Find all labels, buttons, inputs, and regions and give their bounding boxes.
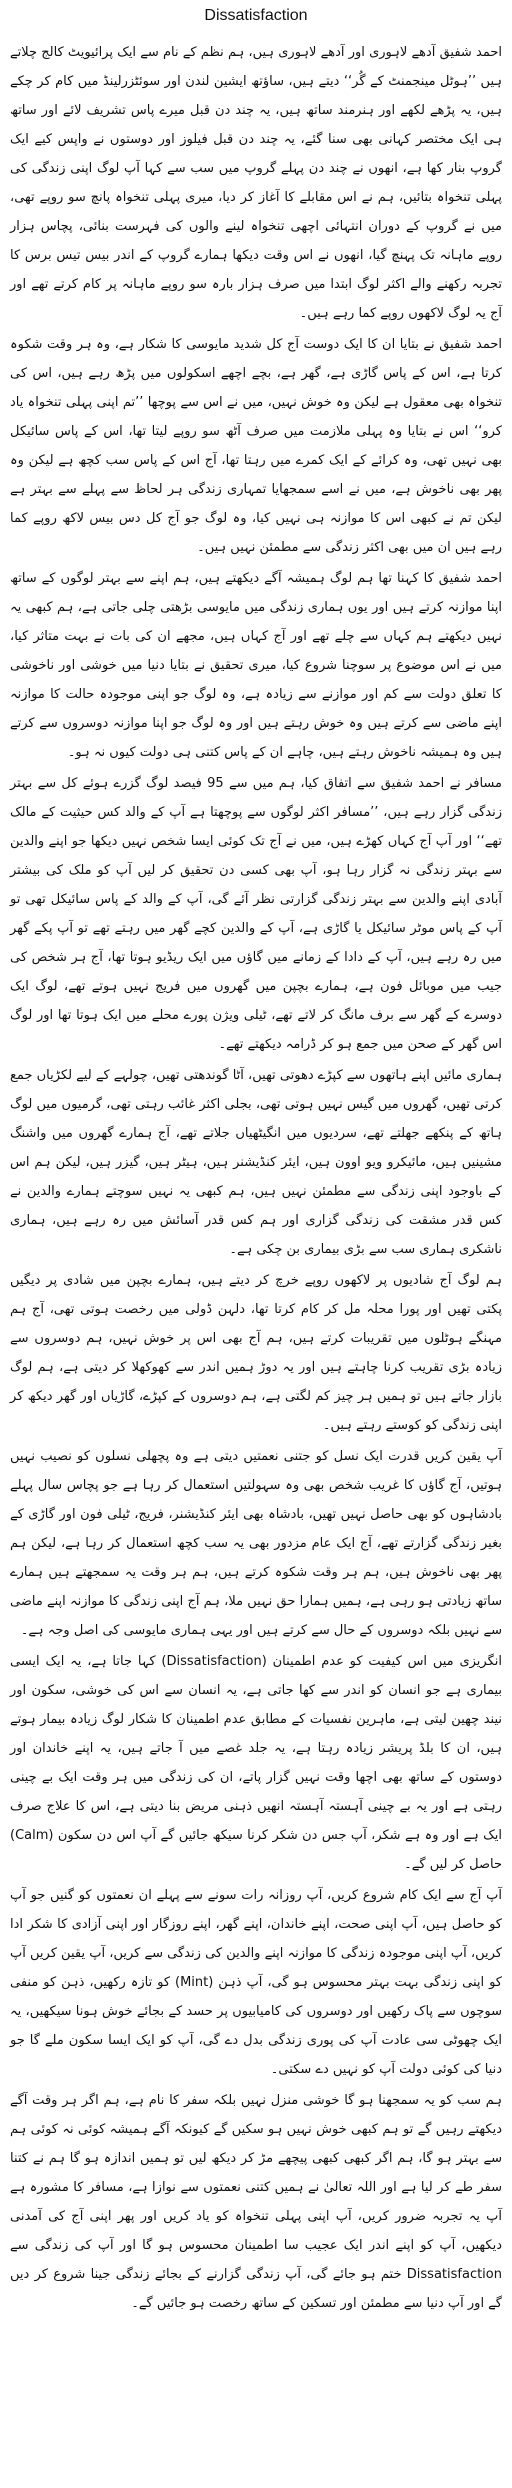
- article-paragraph: احمد شفیق کا کہنا تھا ہم لوگ ہمیشہ آگے دیکھتے ہیں، ہم اپنے سے بہتر لوگوں کے ساتھ اپنا موازنہ کرتے ہیں اور یوں ہماری زندگی میں مایوسی بڑھتی چلی جاتی ہے، ہم کبھی یہ نہیں دیکھتے ہم کہاں سے چلے تھے اور آج کہاں ہیں، مجھے ان کی بات نے بہت متاثر کیا، میں نے اس موضوع پر سوچنا شروع کیا، میری تحقیق نے بتایا دنیا میں خوشی اور ناخوشی کا تعلق دولت سے کم اور موازنے سے زیادہ ہے، وہ لوگ جو اپنی موجودہ حالت کا موازنہ اپنے ماضی سے کرتے ہیں وہ خوش رہتے ہیں اور وہ لوگ جو اپنا موازنہ دوسروں سے کرتے ہیں وہ ہمیشہ ناخوش رہتے ہیں، چاہے ان کے پاس کتنی ہی دولت کیوں نہ ہو۔: [10, 571, 502, 760]
- article-paragraph: آپ آج سے ایک کام شروع کریں، آپ روزانہ رات سونے سے پہلے ان نعمتوں کو گنیں جو آپ کو حاصل ہیں، آپ اپنی صحت، اپنے خاندان، اپنے گھر، اپنے روزگار اور اپنی آزادی کا شکر ادا کریں، آپ اپنی موجودہ زندگی کا موازنہ اپنے والدین کی زندگی سے کریں، آپ یقین کریں آپ کو اپنی زندگی بہت بہتر محسوس ہو گی، آپ ذہن (Mint) کو تازہ رکھیں، ذہن کو منفی سوچوں سے پاک رکھیں اور دوسروں کی کامیابیوں پر حسد کے بجائے خوش ہونا سیکھیں، یہ ایک چھوٹی سی عادت آپ کی پوری زندگی بدل دے گی، آپ کو ایک ایسا سکون ملے گا جو دنیا کی کوئی دولت آپ کو نہیں دے سکتی۔: [10, 1888, 502, 2077]
- article-paragraph: احمد شفیق آدھے لاہوری اور آدھے لاہوری ہیں، ہم نظم کے نام سے ایک پرائیویٹ کالج چلاتے ہیں ’’ہوٹل مینجمنٹ کے گُر‘‘ دیتے ہیں، ساؤتھ ایشین لندن اور سوئٹزرلینڈ میں کام کر چکے ہیں، یہ پڑھے لکھے اور ہنرمند ساتھ ہیں، یہ چند دن قبل میرے پاس تشریف لائے اور ساتھ ہی ایک مختصر کہانی بھی سنا گئے، یہ چند دن قبل فیلوز اور دوستوں نے واپس کیے ایک گروپ بنار کھا ہے، انھوں نے چند دن پہلے گروپ میں سب سے کہا آپ لوگ اپنی زندگی کی پہلی تنخواہ بتائیں، ہم نے اس مقابلے کا آغاز کر دیا، میری پہلی تنخواہ پانچ سو روپے تھی، میں نے گروپ کے دوران انتہائی اچھی تنخواہ لینے والوں کی فہرست بنائی، پچاس ہزار روپے ماہانہ تک پہنچ گیا، انھوں نے اس وقت دیکھا ہمارے گروپ کے اندر بیس تیس برس کا تجربہ رکھنے والے اکثر لوگ ابتدا میں صرف ہزار بارہ سو روپے ماہانہ پر کام کرتے تھے اور آج یہ لوگ لاکھوں روپے کما رہے ہیں۔: [10, 45, 502, 321]
- article-body: [10, 38, 502, 2318]
- article-paragraph: احمد شفیق نے بتایا ان کا ایک دوست آج کل شدید مایوسی کا شکار ہے، وہ ہر وقت شکوہ کرتا ہے، اس کے پاس گاڑی ہے، گھر ہے، بچے اچھے اسکولوں میں پڑھ رہے ہیں، اس کی تنخواہ بھی معقول ہے لیکن وہ خوش نہیں، میں نے اس سے پوچھا ’’تم اپنی پہلی تنخواہ یاد کرو‘‘ اس نے بتایا وہ پہلی ملازمت میں صرف آٹھ سو روپے لیتا تھا، اس کے پاس سائیکل بھی نہیں تھی، وہ کرائے کے ایک کمرے میں رہتا تھا، آج اس کے پاس سب کچھ ہے لیکن وہ پھر بھی ناخوش ہے، میں نے اسے سمجھایا تمہاری زندگی ہر لحاظ سے پہلے سے بہتر ہے لیکن تم نے کبھی اس کا موازنہ ہی نہیں کیا، وہ لوگ جو آج کل دس بیس لاکھ روپے کما رہے ہیں ان میں بھی اکثر زندگی سے مطمئن نہیں ہیں۔: [10, 337, 502, 555]
- article-paragraph: ہماری مائیں اپنے ہاتھوں سے کپڑے دھوتی تھیں، آٹا گوندھتی تھیں، چولہے کے لیے لکڑیاں جمع کرتی تھیں، گھروں میں گیس نہیں ہوتی تھی، بجلی اکثر غائب رہتی تھی، گرمیوں میں لوگ ہاتھ کے پنکھے جھلتے تھے، سردیوں میں انگیٹھیاں جلاتے تھے، آج ہمارے گھروں میں واشنگ مشینیں ہیں، مائیکرو ویو اوون ہیں، ایئر کنڈیشنر ہیں، ہیٹر ہیں، گیزر ہیں، لیکن ہم اس کے باوجود اپنی زندگی سے مطمئن نہیں ہیں، ہم کبھی یہ نہیں سوچتے ہمارے والدین نے کس قدر مشقت کی زندگی گزاری اور ہم کس قدر آسائش میں رہ رہے ہیں، ہماری ناشکری ہماری سب سے بڑی بیماری بن چکی ہے۔: [10, 1068, 502, 1257]
- article-paragraph: انگریزی میں اس کیفیت کو عدم اطمینان (Dissatisfaction) کہا جاتا ہے، یہ ایک ایسی بیماری ہے جو انسان کو اندر سے کھا جاتی ہے، یہ انسان سے اس کی خوشی، سکون اور نیند چھین لیتی ہے، ماہرین نفسیات کے مطابق عدم اطمینان کا شکار لوگ زیادہ بیمار ہوتے ہیں، ان کا بلڈ پریشر زیادہ رہتا ہے، یہ جلد غصے میں آ جاتے ہیں، یہ اپنے خاندان اور دوستوں کے ساتھ بھی اچھا وقت نہیں گزار پاتے، ان کی زندگی میں ہر وقت ایک بے چینی رہتی ہے اور یہ بے چینی آہستہ آہستہ انھیں ذہنی مریض بنا دیتی ہے، اس کا علاج صرف ایک ہے اور وہ ہے شکر، آپ جس دن شکر کرنا سیکھ جائیں گے آپ اس دن سکون (Calm) حاصل کر لیں گے۔: [10, 1654, 502, 1872]
- article-paragraph: ہم سب کو یہ سمجھنا ہو گا خوشی منزل نہیں بلکہ سفر کا نام ہے، ہم اگر ہر وقت آگے دیکھتے رہیں گے تو ہم کبھی خوش نہیں ہو سکیں گے کیونکہ آگے ہمیشہ کوئی نہ کوئی ہم سے بہتر ہو گا، ہم اگر کبھی کبھی پیچھے مڑ کر دیکھ لیں تو ہمیں اندازہ ہو گا ہم نے کتنا سفر طے کر لیا ہے اور اللہ تعالیٰ نے ہمیں کتنی نعمتوں سے نوازا ہے، مسافر کا مشورہ ہے آپ یہ تجربہ ضرور کریں، آپ اپنی پہلی تنخواہ کو یاد کریں اور پھر اپنی آج کی آمدنی دیکھیں، آپ کو اپنے اندر ایک عجیب سا اطمینان محسوس ہو گا اور آپ کی زندگی سے Dissatisfaction ختم ہو جائے گی، آپ زندگی گزارنے کے بجائے زندگی جینا شروع کر دیں گے اور آپ دنیا سے مطمئن اور تسکین کے ساتھ رخصت ہو جائیں گے۔: [10, 2093, 502, 2311]
- article-title: Dissatisfaction: [204, 7, 308, 24]
- article-paragraph: مسافر نے احمد شفیق سے اتفاق کیا، ہم میں سے 95 فیصد لوگ گزرے ہوئے کل سے بہتر زندگی گزار رہے ہیں، ’’مسافر اکثر لوگوں سے پوچھتا ہے آپ کے والد کس حیثیت کے مالک تھے‘‘ اور آپ آج کہاں کھڑے ہیں، میں نے آج تک کوئی ایسا شخص نہیں دیکھا جو اپنے والدین سے بہتر زندگی نہ گزار رہا ہو، آپ بھی کسی دن تحقیق کر لیں آپ کو ملک کی بیشتر آبادی اپنے والدین سے بہتر زندگی گزارتی نظر آئے گی، آپ کے والد کے پاس سائیکل تھی تو آپ کے پاس موٹر سائیکل یا گاڑی ہے، آپ کے والدین کچے گھر میں رہتے تھے تو آپ پکے گھر میں رہ رہے ہیں، آپ کے دادا کے زمانے میں گاؤں میں ایک ریڈیو ہوتا تھا، آج ہر شخص کی جیب میں موبائل فون ہے، ہمارے بچپن میں گھروں میں فریج نہیں ہوتے تھے، لوگ ایک دوسرے کے گھر سے برف مانگ کر لاتے تھے، ٹیلی ویژن پورے محلے میں ایک ہوتا تھا اور لوگ اس گھر کے صحن میں جمع ہو کر ڈرامہ دیکھتے تھے۔: [10, 776, 502, 1052]
- article-paragraph: آپ یقین کریں قدرت ایک نسل کو جتنی نعمتیں دیتی ہے وہ پچھلی نسلوں کو نصیب نہیں ہوتیں، آج گاؤں کا غریب شخص بھی وہ سہولتیں استعمال کر رہا ہے جو پچاس سال پہلے بادشاہوں کو بھی حاصل نہیں تھیں، بادشاہ بھی ایئر کنڈیشنر، فریج، ٹیلی فون اور گاڑی کے بغیر زندگی گزارتے تھے، آج ایک عام مزدور بھی یہ سب کچھ استعمال کر رہا ہے، لیکن ہم پھر بھی ناخوش ہیں، ہم ہر وقت شکوہ کرتے ہیں، ہم ہر وقت یہ سمجھتے ہیں ہمارے ساتھ زیادتی ہو رہی ہے، ہمیں ہمارا حق نہیں ملا، ہم آج اپنی زندگی کا موازنہ اپنے ماضی سے نہیں بلکہ دوسروں کے حال سے کرتے ہیں اور یہی ہماری مایوسی کی اصل وجہ ہے۔: [10, 1449, 502, 1638]
- article-paragraph: ہم لوگ آج شادیوں پر لاکھوں روپے خرچ کر دیتے ہیں، ہمارے بچپن میں شادی پر دیگیں پکتی تھیں اور پورا محلہ مل کر کام کرتا تھا، دلہن ڈولی میں رخصت ہوتی تھی، آج ہم مہنگے ہوٹلوں میں تقریبات کرتے ہیں، ہم آج بھی اس پر خوش نہیں، ہم دوسروں سے زیادہ بڑی تقریب کرنا چاہتے ہیں اور یہ دوڑ ہمیں اندر سے کھوکھلا کر دیتی ہے، ہم لوگ بازار جاتے ہیں تو ہمیں ہر چیز کم لگتی ہے، ہم دوسروں کے کپڑے، گاڑیاں اور گھر دیکھ کر اپنی زندگی کو کوستے رہتے ہیں۔: [10, 1273, 502, 1433]
